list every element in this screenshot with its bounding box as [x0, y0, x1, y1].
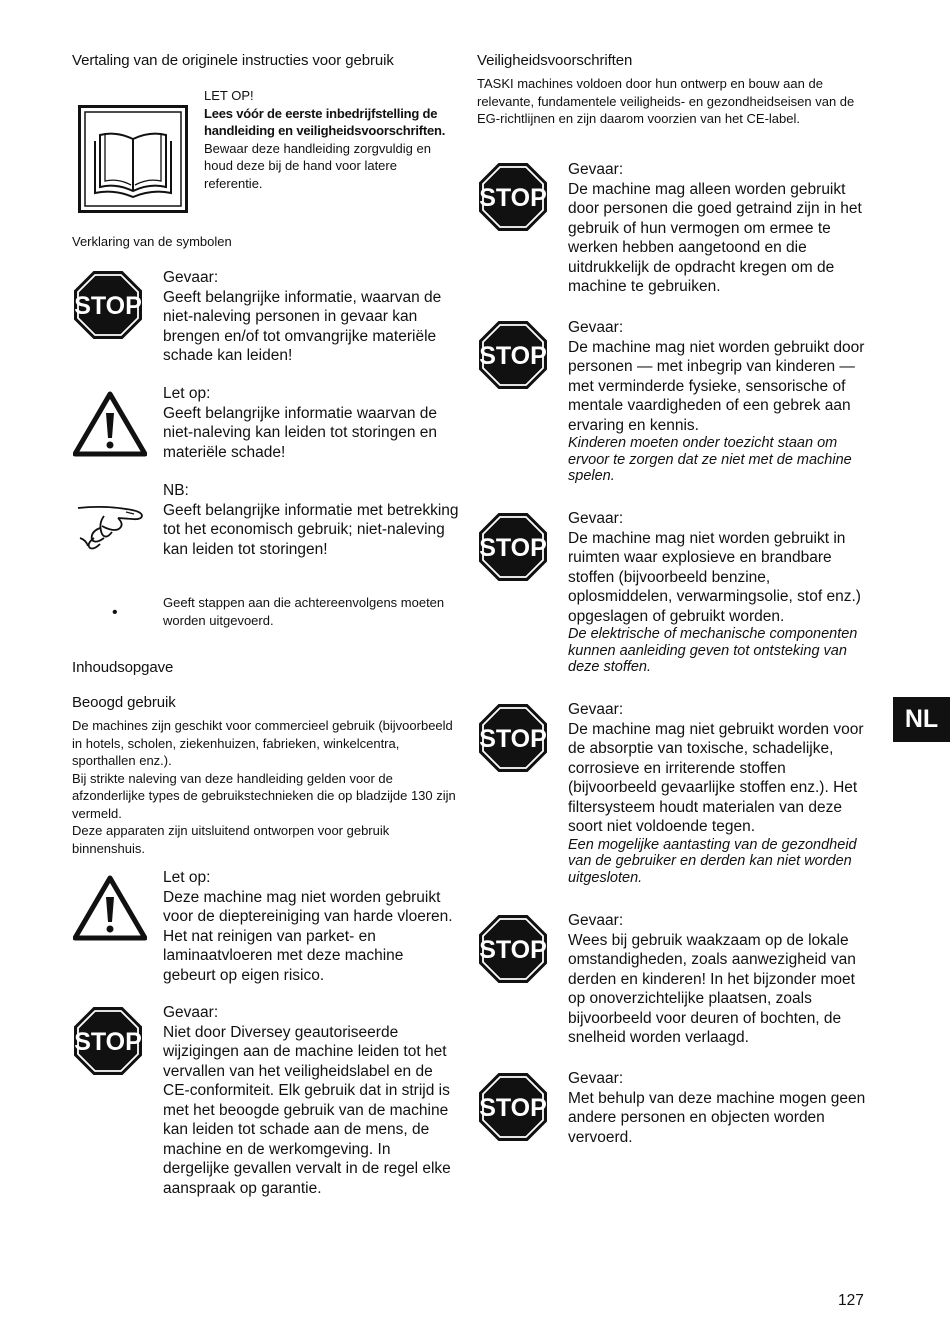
w6-text: Met behulp van deze machine mogen geen andere personen en objecten worden vervoerd.	[568, 1089, 866, 1146]
warning-triangle-icon	[73, 391, 147, 457]
symbols-title: Verklaring van de symbolen	[72, 234, 232, 249]
w2-heading: Gevaar:	[568, 319, 624, 336]
stop-label: STOP	[479, 1094, 547, 1122]
w6-heading: Gevaar:	[568, 1070, 624, 1087]
toc-title: Inhoudsopgave	[72, 659, 174, 676]
intended-use-p1: De machines zijn geschikt voor commercieel gebruik (bijvoorbeeld in hotels, scholen, ziekenhuizen, fabrieken, winkelcentra, sporthallen enz.).	[72, 718, 453, 768]
w4-text: De machine mag niet gebruikt worden voor de absorptie van toxische, schadelijke, corrosieve en irriterende stoffen (bijvoorbeeld gevaarlijke stoffen enz.). Het filtersysteem houdt materialen van deze soort niet voldoende tegen.	[568, 720, 864, 835]
safety-intro: TASKI machines voldoen door hun ontwerp en bouw aan de relevante, fundamentele veiligheids- en gezondheidseisen van de EG-richtlijnen en zijn daarom voorzien van het CE-label.	[477, 76, 855, 126]
sym-danger-heading: Gevaar:	[163, 269, 219, 286]
intended-use-p3: Deze apparaten zijn uitsluitend ontworpen voor gebruik binnenshuis.	[72, 823, 390, 856]
stop-sign-icon	[478, 162, 548, 232]
stop-label: STOP	[479, 725, 547, 753]
intended-use-title: Beoogd gebruik	[72, 694, 176, 711]
letop-bold-text: Lees vóór de eerste inbedrijfstelling de handleiding en veiligheidsvoorschriften.	[204, 105, 446, 138]
bullet-symbol: •	[112, 604, 118, 621]
intended-use-p2: Bij strikte naleving van deze handleiding gelden voor de afzonderlijke types de gebruikstechnieken die op bladzijde 130 zijn vermeld.	[72, 770, 456, 821]
w3-text: De machine mag niet worden gebruikt in ruimten waar explosieve en brandbare stoffen (bijvoorbeeld benzine, oplosmiddelen, verwarmingsolie, stof enz.) opgeslagen of gebruikt worden.	[568, 529, 861, 625]
pointing-hand-icon	[76, 498, 148, 561]
language-tab: NL	[893, 697, 950, 742]
letop-heading: LET OP!	[204, 88, 254, 103]
sym-danger-text: Geeft belangrijke informatie, waarvan de niet-naleving personen in gevaar kan brengen en/of tot omvangrijke materiële schade kan leiden!	[163, 288, 442, 364]
page-number: 127	[838, 1292, 864, 1309]
stop-label: STOP	[74, 292, 142, 320]
warning-triangle-icon	[73, 875, 147, 941]
stop-label: STOP	[479, 184, 547, 212]
stop-sign-icon	[73, 270, 143, 340]
w5-text: Wees bij gebruik waakzaam op de lokale omstandigheden, zoals aanwezigheid van derden en kinderen! In het bijzonder moet op onoverzichtelijke plaatsen, zoals bijvoorbeeld voor deuren of bochten, de snelheid worden verlaagd.	[568, 931, 856, 1046]
sym-nb-heading: NB:	[163, 482, 189, 499]
caution2-heading: Let op:	[163, 869, 211, 886]
stop-sign-icon	[478, 1072, 548, 1142]
sym-nb-text: Geeft belangrijke informatie met betrekking tot het economisch gebruik; niet-naleving kan leiden tot storingen!	[163, 501, 459, 558]
w2-text: De machine mag niet worden gebruikt door personen — met inbegrip van kinderen — met verminderde fysieke, sensorische of mentale vaardigheden of een gebrek aan ervaring en kennis.	[568, 338, 865, 434]
w4-heading: Gevaar:	[568, 701, 624, 718]
w4-italic-note: Een mogelijke aantasting van de gezondheid van de gebruiker en derden kan niet worden uitgesloten.	[568, 836, 857, 886]
danger2-text: Niet door Diversey geautoriseerde wijzigingen aan de machine leiden tot het vervallen van het veiligheidslabel en de CE-conformiteit. Elk gebruik dat in strijd is met het beoogde gebruik van de machine kan leiden tot schade aan de mens, de machine en de werkomgeving. In dergelijke gevallen vervalt in de regel elke aanspraak op garantie.	[163, 1023, 451, 1197]
w1-text: De machine mag alleen worden gebruikt door personen die goed getraind zijn in het gebruik of hun vermogen om ermee te werken hebben aangetoond en die uitdrukkelijk de opdracht kregen om de machine te gebruiken.	[568, 180, 862, 295]
stop-label: STOP	[479, 342, 547, 370]
danger2-heading: Gevaar:	[163, 1004, 219, 1021]
stop-sign-icon	[478, 320, 548, 390]
w5-heading: Gevaar:	[568, 912, 624, 929]
w2-italic-note: Kinderen moeten onder toezicht staan om ervoor te zorgen dat ze niet met de machine spelen.	[568, 435, 852, 484]
safety-title: Veiligheidsvoorschriften	[477, 52, 633, 69]
stop-sign-icon	[478, 914, 548, 984]
caution2-text: Deze machine mag niet worden gebruikt voor de dieptereiniging van harde vloeren. Het nat reinigen van parket- en laminaatvloeren met deze machine gebeurt op eigen risico.	[163, 888, 453, 984]
sym-caution-text: Geeft belangrijke informatie waarvan de niet-naleving kan leiden tot storingen en materiële schade!	[163, 404, 438, 461]
stop-label: STOP	[479, 534, 547, 562]
stop-label: STOP	[74, 1028, 142, 1056]
sym-caution-heading: Let op:	[163, 385, 211, 402]
sym-bullet-text: Geeft stappen aan die achtereenvolgens moeten worden uitgevoerd.	[163, 595, 445, 628]
stop-sign-icon	[73, 1006, 143, 1076]
stop-sign-icon	[478, 703, 548, 773]
manual-book-icon	[78, 105, 188, 218]
stop-sign-icon	[478, 512, 548, 582]
letop-text: Bewaar deze handleiding zorgvuldig en houd deze bij de hand voor latere referentie.	[204, 140, 431, 191]
w3-heading: Gevaar:	[568, 510, 624, 527]
w3-italic-note: De elektrische of mechanische componenten kunnen aanleiding geven tot ontsteking van deze stoffen.	[568, 626, 858, 675]
w1-heading: Gevaar:	[568, 161, 624, 178]
page-title: Vertaling van de originele instructies voor gebruik	[72, 52, 394, 69]
stop-label: STOP	[479, 936, 547, 964]
